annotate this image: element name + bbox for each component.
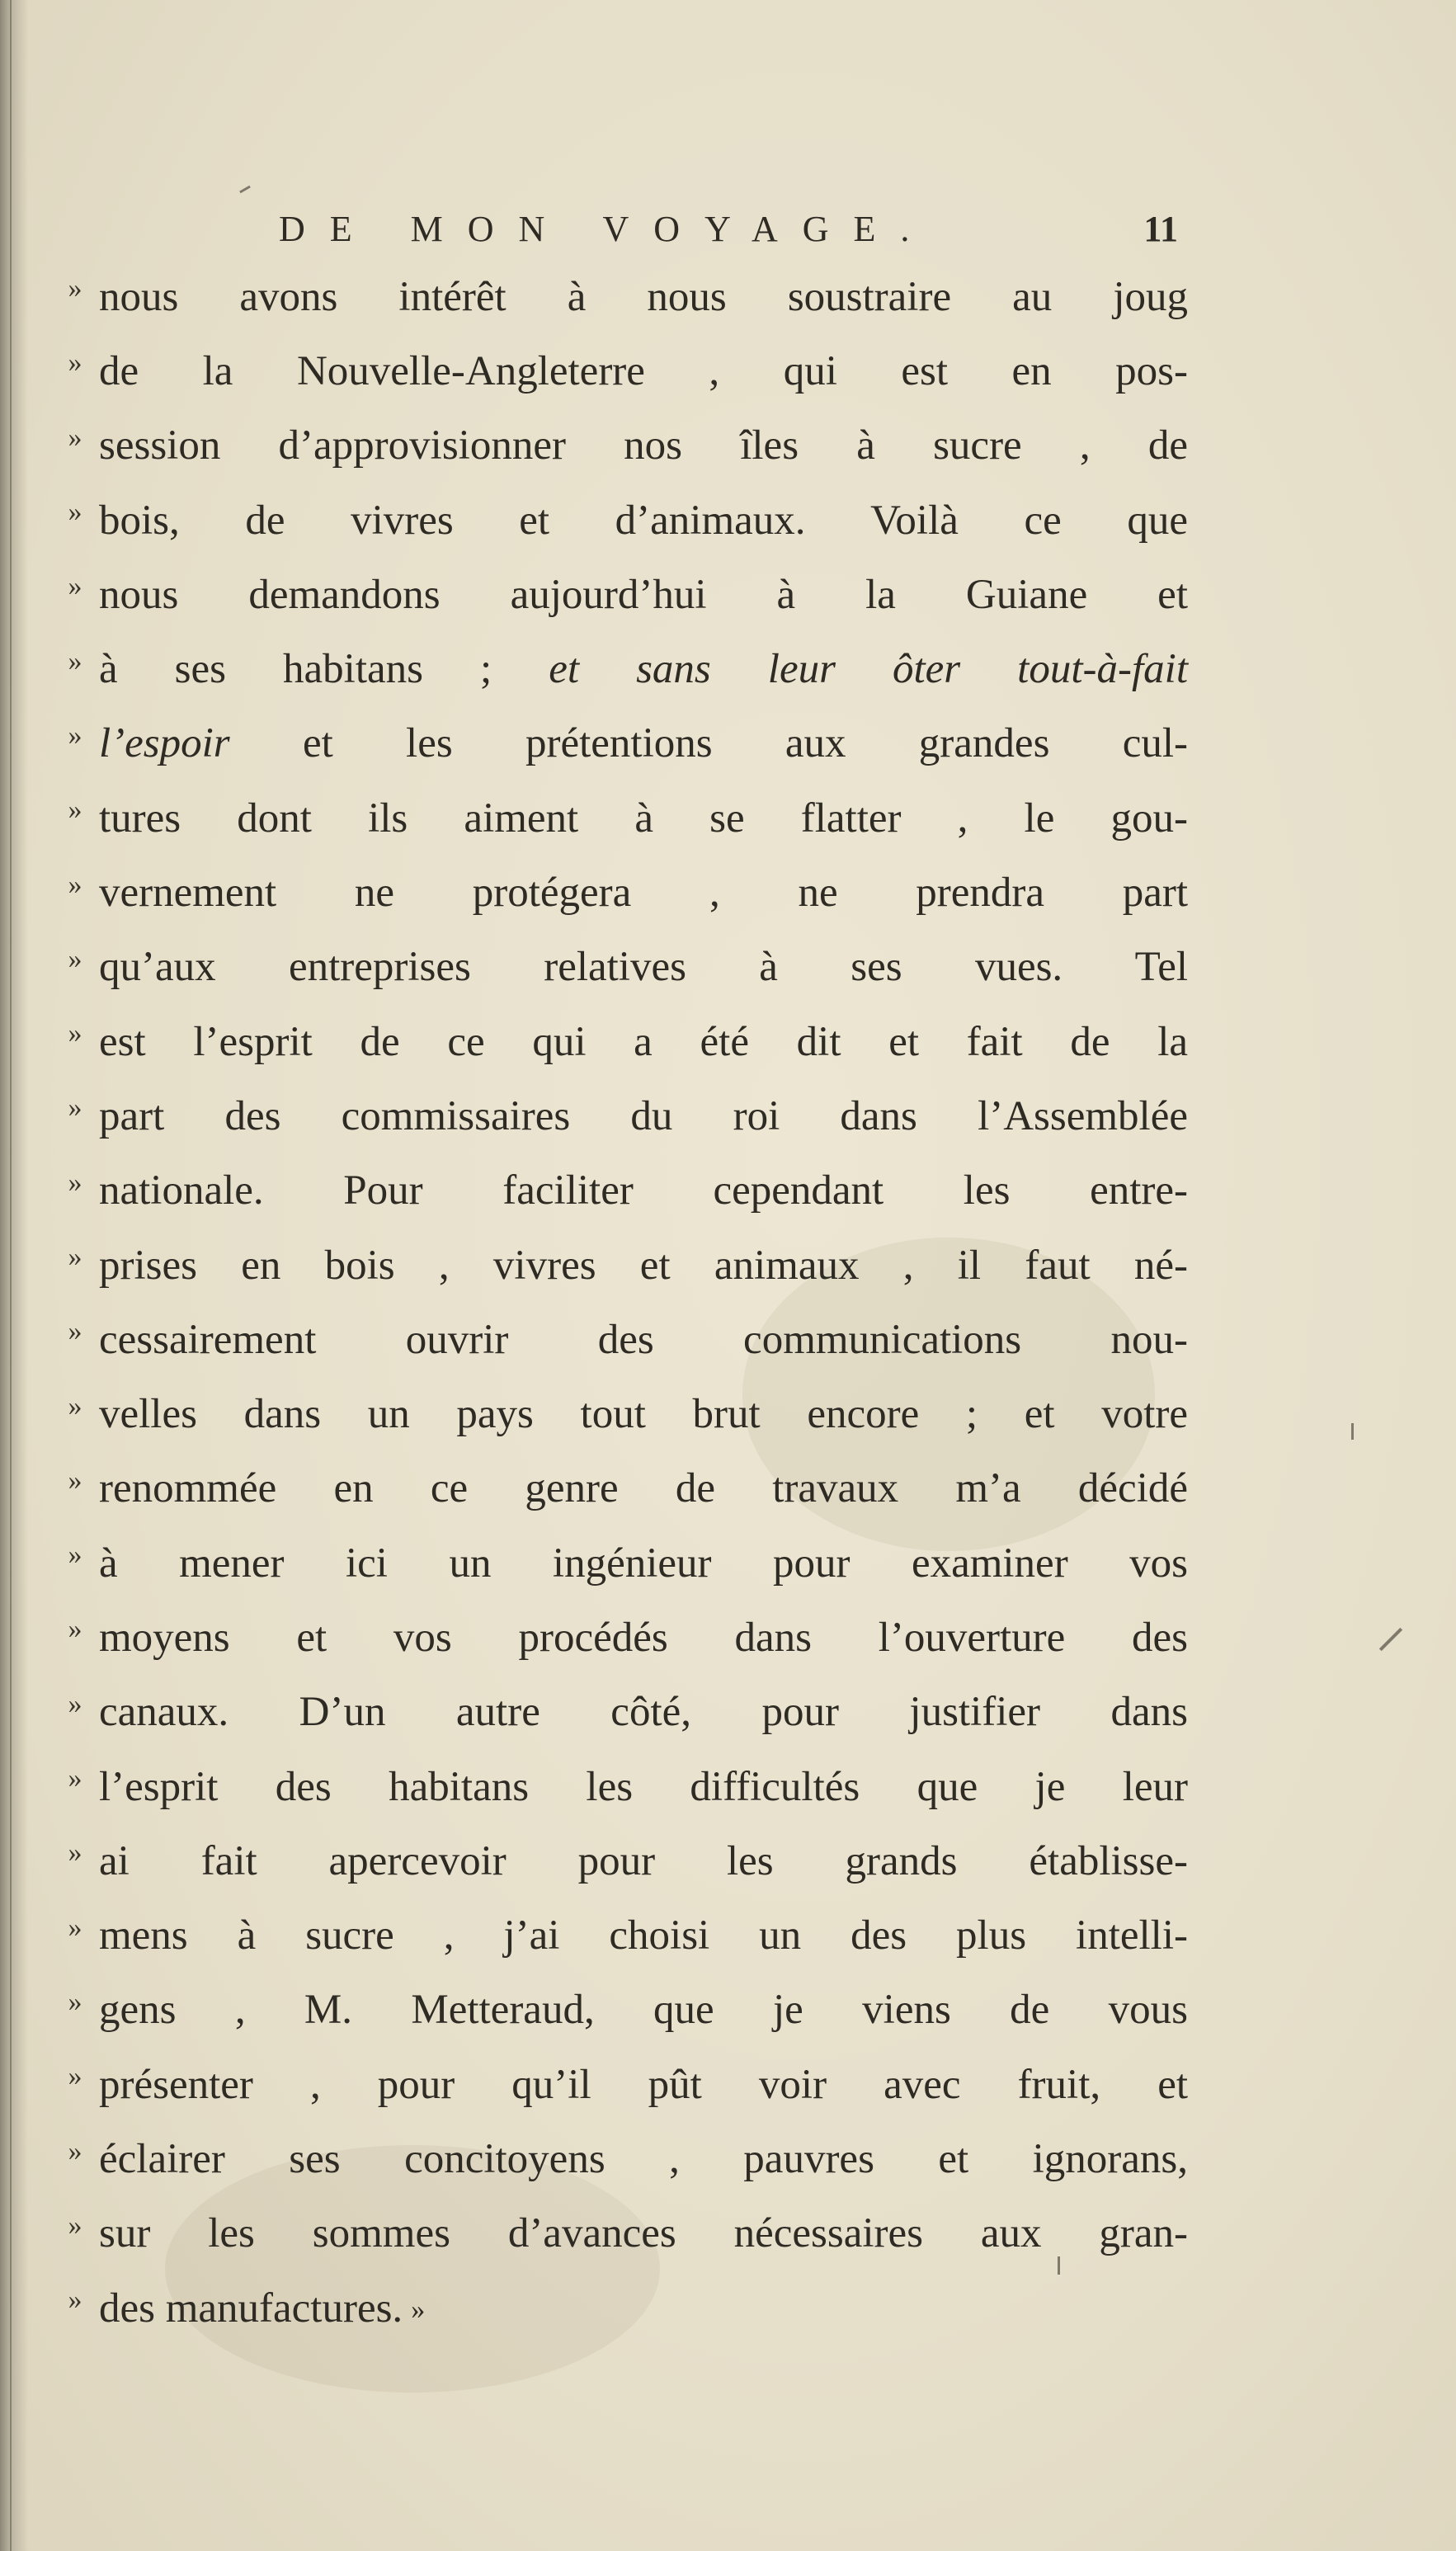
quote-mark: » — [68, 943, 82, 974]
line-text: sur les sommes d’avances nécessaires aux gran- — [99, 2210, 1188, 2257]
quote-mark: » — [68, 2285, 82, 2316]
quote-mark: » — [68, 571, 82, 602]
binding-gutter — [0, 0, 28, 2551]
quote-mark: » — [68, 1912, 82, 1943]
text-line — [51, 1228, 1188, 1303]
quote-mark: » — [68, 1688, 82, 1719]
line-text — [99, 720, 1188, 767]
line-text-italic: et sans leur ôter tout-à-fait — [549, 646, 1188, 693]
quote-mark: » — [68, 497, 82, 528]
quote-mark: » — [68, 422, 82, 453]
running-head-title: DE MON VOYAGE. — [279, 209, 935, 249]
page-number: 11 — [1143, 209, 1178, 249]
quote-mark: » — [68, 1390, 82, 1422]
line-text: vernement ne protégera , ne prendra part — [99, 870, 1188, 917]
quote-mark: » — [68, 1316, 82, 1347]
line-text: tures dont ils aiment à se flatter , le gou- — [99, 795, 1188, 842]
text-line — [51, 707, 1188, 781]
line-text: est l’esprit de ce qui a été dit et fait de la — [99, 1018, 1188, 1065]
quote-mark: » — [68, 2061, 82, 2092]
paper-speck — [1379, 1628, 1402, 1651]
paper-speck — [1351, 1423, 1354, 1440]
line-text: cessairement ouvrir des communications nou- — [99, 1316, 1188, 1363]
text-line — [51, 632, 1188, 706]
quote-mark: » — [68, 1167, 82, 1198]
text-line — [51, 1452, 1188, 1526]
quote-mark: » — [68, 645, 82, 677]
paper-speck — [239, 186, 251, 194]
text-line — [51, 1154, 1188, 1228]
line-text: prises en bois , vivres et animaux , il faut né- — [99, 1242, 1188, 1289]
quote-mark: » — [68, 2135, 82, 2167]
quote-mark: » — [68, 1242, 82, 1272]
text-line — [51, 409, 1188, 483]
line-text: nous demandons aujourd’hui à la Guiane et — [99, 571, 1188, 618]
text-line — [51, 2197, 1188, 2271]
line-text: velles dans un pays tout brut encore ; et votre — [99, 1391, 1188, 1438]
line-text: bois, de vivres et d’animaux. Voilà ce que — [99, 497, 1188, 544]
quote-mark: » — [68, 1837, 82, 1869]
line-text: renommée en ce genre de travaux m’a décidé — [99, 1465, 1188, 1512]
quote-mark: » — [68, 347, 82, 379]
body-text — [51, 260, 1188, 2346]
quote-mark: » — [68, 2209, 82, 2241]
text-line — [51, 931, 1188, 1005]
text-line — [51, 1377, 1188, 1451]
line-text: moyens et vos procédés dans l’ouverture des — [99, 1614, 1188, 1661]
quote-mark: » — [68, 1464, 82, 1496]
quote-mark: » — [68, 1614, 82, 1645]
line-text-roman: des manufactures. — [99, 2285, 403, 2332]
quote-mark: » — [68, 869, 82, 900]
line-text-italic: l’espoir — [99, 720, 230, 767]
line-text: de la Nouvelle-Angleterre , qui est en pos- — [99, 347, 1188, 394]
line-text: nous avons intérêt à nous soustraire au joug — [99, 273, 1188, 320]
line-text: gens , M. Metteraud, que je viens de vous — [99, 1987, 1188, 2034]
quote-mark: » — [68, 719, 82, 751]
text-line — [51, 1005, 1188, 1079]
closing-quote-mark: » — [411, 2294, 426, 2325]
line-text: présenter , pour qu’il pût voir avec fruit, et — [99, 2061, 1188, 2108]
text-line — [51, 2048, 1188, 2122]
quote-mark: » — [68, 1092, 82, 1124]
quote-mark: » — [68, 1986, 82, 2017]
line-text: éclairer ses concitoyens , pauvres et ignorans, — [99, 2136, 1188, 2183]
text-line — [51, 334, 1188, 408]
text-line — [51, 1973, 1188, 2048]
text-line — [51, 1750, 1188, 1824]
text-line — [51, 2122, 1188, 2196]
text-line — [51, 1899, 1188, 1973]
line-text: canaux. D’un autre côté, pour justifier dans — [99, 1689, 1188, 1736]
line-text: part des commissaires du roi dans l’Assemblée — [99, 1092, 1188, 1139]
line-text: session d’approvisionner nos îles à sucre , de — [99, 422, 1188, 469]
quote-mark: » — [68, 1540, 82, 1571]
text-line — [51, 1676, 1188, 1750]
quote-mark: » — [68, 1018, 82, 1049]
text-line — [51, 260, 1188, 334]
text-line — [51, 558, 1188, 632]
quote-mark: » — [68, 1763, 82, 1794]
line-text: ai fait apercevoir pour les grands établisse- — [99, 1837, 1188, 1884]
line-text — [99, 2285, 1188, 2332]
text-line — [51, 1303, 1188, 1377]
text-line — [51, 1526, 1188, 1601]
line-text: nationale. Pour faciliter cependant les entre- — [99, 1167, 1188, 1214]
line-text: à mener ici un ingénieur pour examiner vos — [99, 1540, 1188, 1587]
line-text-roman: à ses habitans ; — [99, 646, 549, 693]
running-head — [279, 208, 1178, 257]
text-line — [51, 856, 1188, 930]
line-text — [99, 648, 1188, 691]
text-line — [51, 781, 1188, 856]
binding-edge-line — [10, 0, 12, 2551]
text-line — [51, 2271, 1188, 2346]
quote-mark: » — [68, 273, 82, 304]
line-text: qu’aux entreprises relatives à ses vues. Tel — [99, 944, 1188, 991]
text-line — [51, 1824, 1188, 1898]
line-text-roman: et les prétentions aux grandes cul- — [229, 720, 1188, 767]
line-text: mens à sucre , j’ai choisi un des plus intelli- — [99, 1912, 1188, 1959]
text-line — [51, 1601, 1188, 1675]
text-line — [51, 1079, 1188, 1153]
quote-mark: » — [68, 795, 82, 826]
text-line — [51, 483, 1188, 558]
line-text: l’esprit des habitans les difficultés que je leur — [99, 1763, 1188, 1810]
